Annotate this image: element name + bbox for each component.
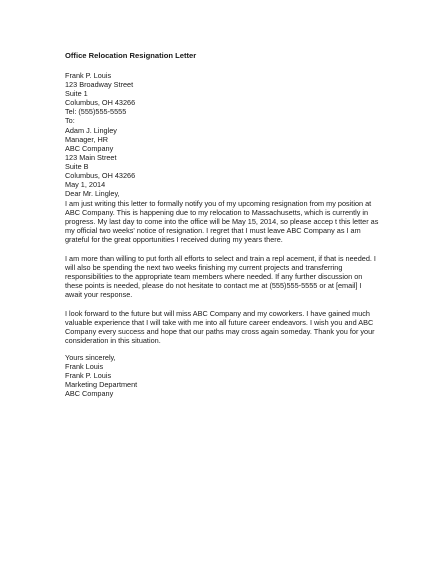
paragraph-line: I look forward to the future but will miss ABC Company and my coworkers. I have gained much	[65, 309, 370, 318]
paragraph-line: these points is needed, please do not hesitate to contact me at (555)555-5555 or at [email] I	[65, 281, 362, 291]
salutation: Dear Mr. Lingley,	[65, 189, 120, 199]
recipient-street: 123 Main Street	[65, 152, 117, 162]
body-paragraph-2	[65, 254, 376, 299]
paragraph-line: await your response.	[65, 290, 133, 300]
recipient-to-label: To:	[65, 116, 75, 126]
recipient-suite: Suite B	[65, 161, 89, 171]
paragraph-line: ABC Company. This is happening due to my relocation to Massachusetts, which is currently in	[65, 208, 369, 218]
letter-date: May 1, 2014	[65, 180, 106, 190]
signer-full-name: Frank P. Louis	[65, 371, 112, 381]
recipient-name: Adam J. Lingley	[65, 125, 117, 135]
paragraph-line: responsibilities to the appropriate team members where needed. If any further discussion on	[65, 272, 363, 282]
recipient-title: Manager, HR	[65, 134, 108, 144]
closing-block	[65, 353, 137, 398]
paragraph-line: will also be spending the next two weeks finishing my current projects and transferring	[65, 263, 343, 273]
sender-suite: Suite 1	[65, 89, 88, 99]
body-paragraph-3	[65, 309, 375, 345]
paragraph-line: valuable experience that I will take with me into all future career endeavors. I wish you and ABC	[65, 318, 374, 328]
recipient-company: ABC Company	[65, 143, 114, 153]
paragraph-line: I am just writing this letter to formally notify you of my upcoming resignation from my position at	[65, 199, 372, 208]
body-paragraph-1	[65, 199, 378, 244]
signer-department: Marketing Department	[65, 380, 138, 390]
paragraph-line: I am more than willing to put forth all efforts to select and train a repl acement, if that is needed. I	[65, 254, 376, 263]
sender-phone: Tel: (555)555-5555	[65, 107, 127, 117]
valediction: Yours sincerely,	[65, 353, 116, 362]
paragraph-line: grateful for the great opportunities I received during my years there.	[65, 235, 283, 245]
sender-name: Frank P. Louis	[65, 71, 112, 80]
paragraph-line: Company every success and hope that our paths may cross again someday. Thank you for your	[65, 327, 375, 337]
paragraph-line: progress. My last day to come into the office will be May 15, 2014, so please accep t this letter as	[65, 217, 379, 227]
signer-company: ABC Company	[65, 389, 114, 399]
letter-title: Office Relocation Resignation Letter	[65, 51, 197, 60]
address-block	[65, 71, 135, 198]
sender-city: Columbus, OH 43266	[65, 98, 136, 108]
paragraph-line: consideration in this situation.	[65, 336, 161, 346]
sender-street: 123 Broadway Street	[65, 80, 134, 90]
signature-name: Frank Louis	[65, 362, 104, 372]
paragraph-line: my official two weeks' notice of resignation. I regret that I must leave ABC Company as I am	[65, 226, 361, 236]
recipient-city: Columbus, OH 43266	[65, 171, 136, 181]
